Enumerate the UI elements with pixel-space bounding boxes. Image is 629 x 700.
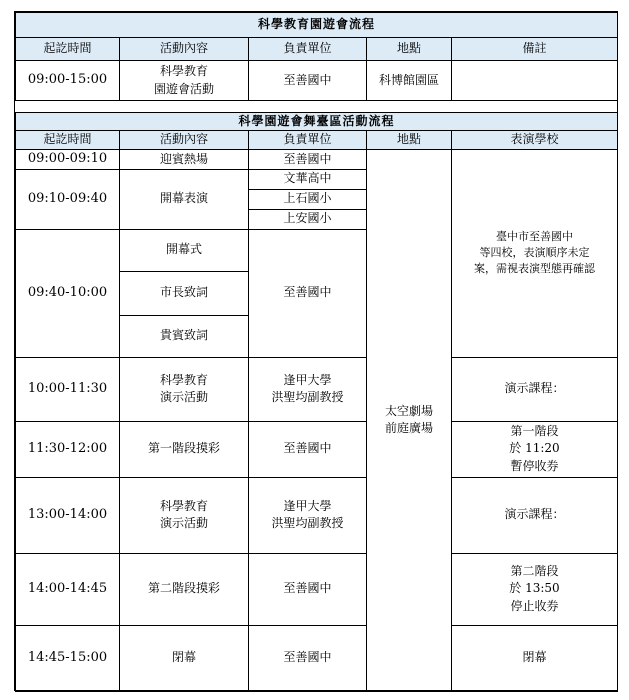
performance-note: 臺中市至善國中 等四校，表演順序未定 案，需視表演型態再確認 [452,149,618,357]
row-time: 09:00-15:00 [16,61,120,101]
header-time: 起訖時間 [16,38,120,61]
stage-row-activity: 閉幕 [120,625,249,691]
stage-row-unit: 至善國中 [249,149,367,169]
stage-row-activity: 第二階段摸彩 [120,553,249,625]
schedule-table [15,12,618,101]
stage-row-activity: 科學教育 演示活動 [120,477,249,553]
stage-row-activity: 開幕表演 [120,169,249,229]
stage-row-unit: 至善國中 [249,625,367,691]
stage-row-unit: 上石國小 [249,189,367,209]
stage-row-unit: 逢甲大學 洪聖均副教授 [249,477,367,553]
row-note [452,61,618,101]
stage-row-note: 第一階段 於 11:20 暫停收券 [452,421,618,477]
stage-header-location: 地點 [367,131,452,149]
stage-table-title: 科學園遊會舞臺區活動流程 [16,113,618,131]
stage-row-unit: 上安國小 [249,209,367,229]
header-location: 地點 [367,38,452,61]
stage-row-time: 11:30-12:00 [16,421,120,477]
schedule-table-title: 科學教育園遊會流程 [16,13,618,38]
stage-header-activity: 活動內容 [120,131,249,149]
stage-row-activity: 貴賓致詞 [120,315,249,357]
stage-row-time: 14:45-15:00 [16,625,120,691]
stage-row-activity: 迎賓熱場 [120,149,249,169]
stage-row-time: 09:10-09:40 [16,169,120,229]
stage-row-activity: 開幕式 [120,229,249,271]
stage-row-activity: 第一階段摸彩 [120,421,249,477]
stage-row-time: 13:00-14:00 [16,477,120,553]
stage-header-unit: 負責單位 [249,131,367,149]
stage-row-time: 10:00-11:30 [16,357,120,421]
header-note: 備註 [452,38,618,61]
stage-row-time: 14:00-14:45 [16,553,120,625]
stage-row-time: 09:40-10:00 [16,229,120,357]
row-activity: 科學教育 園遊會活動 [120,61,249,101]
stage-row-unit: 逢甲大學 洪聖均副教授 [249,357,367,421]
stage-row-unit: 文華高中 [249,169,367,189]
row-location: 科博館園區 [367,61,452,101]
stage-row-note: 閉幕 [452,625,618,691]
stage-table [15,112,618,692]
stage-row-note: 演示課程： [452,357,618,421]
stage-row-unit: 至善國中 [249,421,367,477]
stage-location: 太空劇場 前庭廣場 [367,149,452,691]
header-activity: 活動內容 [120,38,249,61]
header-unit: 負責單位 [249,38,367,61]
stage-row-note: 第二階段 於 13:50 停止收券 [452,553,618,625]
stage-header-school: 表演學校 [452,131,618,149]
stage-header-time: 起訖時間 [16,131,120,149]
stage-row-activity: 科學教育 演示活動 [120,357,249,421]
stage-row-unit: 至善國中 [249,553,367,625]
stage-row-activity: 市長致詞 [120,271,249,315]
stage-row-note: 演示課程： [452,477,618,553]
stage-row-time: 09:00-09:10 [16,149,120,169]
row-unit: 至善國中 [249,61,367,101]
stage-row-unit: 至善國中 [249,229,367,357]
